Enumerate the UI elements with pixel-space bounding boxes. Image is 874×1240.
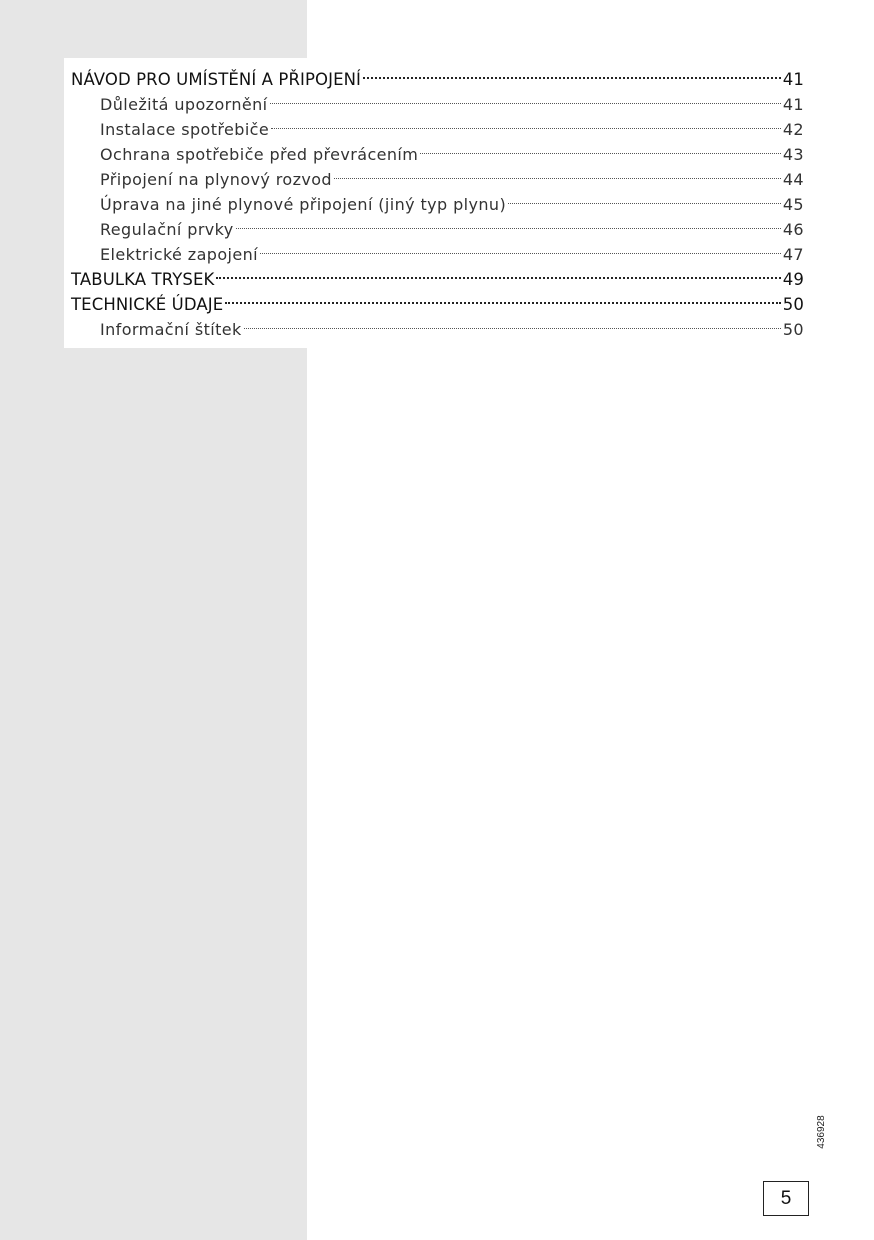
toc-leader-dots [420, 135, 781, 160]
toc-entry[interactable] [71, 60, 804, 89]
toc-entry-title: Regulační prvky [100, 220, 234, 239]
toc-entry-title: Elektrické zapojení [100, 245, 259, 264]
toc-leader-dots [508, 185, 781, 210]
toc-entry-title: NÁVOD PRO UMÍSTĚNÍ A PŘIPOJENÍ [71, 70, 362, 89]
toc-entry-page: 49 [782, 270, 804, 289]
toc-entry-title: TECHNICKÉ ÚDAJE [71, 295, 224, 314]
page-number: 5 [763, 1181, 809, 1216]
toc-entry-page: 50 [782, 295, 804, 314]
toc-leader-dots [260, 235, 781, 260]
toc-entry-page: 41 [782, 95, 804, 114]
toc-entry-page: 41 [782, 70, 804, 89]
toc-leader-dots [225, 285, 781, 310]
toc-entry-title: Informační štítek [100, 320, 242, 339]
toc-entry-page: 42 [782, 120, 804, 139]
toc-entry-title: Ochrana spotřebiče před převrácením [100, 145, 419, 164]
toc-entry-page: 44 [782, 170, 804, 189]
toc-leader-dots [334, 160, 781, 185]
toc-entry-page: 47 [782, 245, 804, 264]
toc-leader-dots [244, 310, 781, 335]
toc-entry-title: Instalace spotřebiče [100, 120, 270, 139]
toc-entry-title: Úprava na jiné plynové připojení (jiný typ plynu) [100, 195, 507, 214]
toc-entry-page: 50 [782, 320, 804, 339]
toc-leader-dots [270, 85, 781, 110]
table-of-contents [71, 60, 804, 339]
document-code: 436928 [816, 1115, 827, 1149]
toc-leader-dots [236, 210, 781, 235]
toc-leader-dots [363, 60, 781, 85]
toc-entry-title: Důležitá upozornění [100, 95, 268, 114]
toc-leader-dots [271, 110, 781, 135]
toc-entry-page: 46 [782, 220, 804, 239]
toc-entry-title: TABULKA TRYSEK [71, 270, 215, 289]
toc-entry-page: 43 [782, 145, 804, 164]
toc-entry-title: Připojení na plynový rozvod [100, 170, 332, 189]
toc-entry-page: 45 [782, 195, 804, 214]
toc-leader-dots [216, 260, 780, 285]
